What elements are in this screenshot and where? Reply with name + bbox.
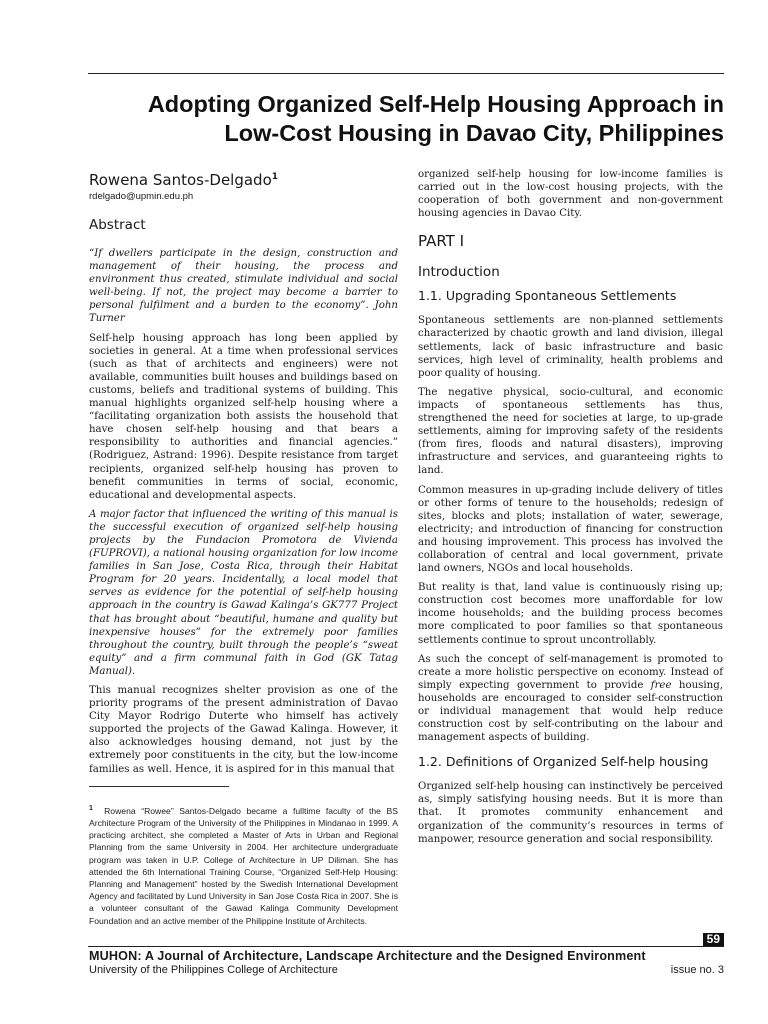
abstract-quote: “If dwellers participate in the design, construction and management of their housing, the process and environment thus created, stimulate individual and social well-being. If not, the project may become a barrier to personal fulfilment and a burden to the economy”. John Turner — [89, 248, 398, 325]
university-name: University of the Philippines College of Architecture — [89, 964, 338, 976]
journal-title: MUHON: A Journal of Architecture, Landscape Architecture and the Designed Environment — [89, 949, 646, 963]
introduction-heading: Introduction — [418, 264, 500, 281]
title-line-2: Low-Cost Housing in Davao City, Philippines — [224, 120, 724, 146]
abstract-paragraph-3: This manual recognizes shelter provision as one of the priority programs of the present administration of Davao City Mayor Rodrigo Duterte who himself has actively supported the projects of the Gawad Kalinga. However, it also acknowledges housing demand, not just by the extremely poor constituents in the city, but the low-income families as well. Hence, it is aspired for in this manual that — [89, 685, 398, 775]
author-name-text: Rowena Santos-Delgado — [89, 171, 272, 189]
header-rule — [88, 73, 724, 74]
author-email: rdelgado@upmin.edu.ph — [89, 191, 194, 202]
article-title — [104, 90, 724, 148]
page-number: 59 — [703, 933, 724, 946]
part-heading: PART I — [418, 232, 465, 251]
footnote-mark: 1 — [89, 805, 93, 812]
left-column — [89, 168, 398, 782]
footnote-text: Rowena “Rowee” Santos-Delgado became a fulltime faculty of the BS Architecture Program of the University of the Philippines in Mindanao in 1999. A practicing architect, she completed a Master of Arts in Urban and Regional Planning from the same University in 2004. Her architecture undergraduate program was taken in U.P. College of Architecture in UP Diliman. She has attended the 6th International Training Course, “Organized Self-Help Housing: Planning and Management” hosted by the Swedish International Development Agency and facilitated by Lund University in San Jose Costa Rica in 2007. She is a volunteer consultant of the Gawad Kalinga Community Development Foundation and an active member of the Philippine Institute of Architects. — [89, 805, 398, 926]
right-column — [418, 168, 723, 852]
footnote-rule — [89, 786, 229, 787]
section-1-1-heading: 1.1. Upgrading Spontaneous Settlements — [418, 288, 677, 304]
section-1-1-paragraph-2: The negative physical, socio-cultural, and economic impacts of spontaneous settlements has thus, strengthened the need for societies at large, to up-grade settlements, aiming for improving safety of the residents (from fires, floods and natural disasters), improving infrastructure and services, and guaranteeing rights to land. — [418, 386, 723, 477]
section-1-1-paragraph-4: But reality is that, land value is continuously rising up; construction cost becomes more unaffordable for low income households; and the building process becomes more complicated to poor families so that spontaneous settlements continue to sprout uncontrollably. — [418, 582, 723, 646]
author-name — [89, 168, 398, 189]
abstract-heading: Abstract — [89, 217, 146, 233]
title-line-1: Adopting Organized Self-Help Housing Approach in — [147, 91, 724, 117]
footer-rule — [88, 946, 724, 947]
abstract-paragraph-1: Self-help housing approach has long been applied by societies in general. At a time when professional services (such as that of architects and engineers) were not available, communities built houses and buildings based on customs, beliefs and traditional systems of building. This manual highlights organized self-help housing where a “facilitating organization both assists the household that have chosen self-help housing and that bears a responsibility to authorities and financial agencies.” (Rodriguez, Astrand: 1996). Despite resistance from target recipients, organized self-help housing has proven to benefit communities in terms of social, economic, educational and developmental aspects. — [89, 332, 398, 501]
section-1-1-paragraph-3: Common measures in up-grading include delivery of titles or other forms of tenure to the households; redesign of sites, blocks and plots; installation of water, sewerage, electricity; and introduction of financing for construction and housing improvement. This process has involved the collaboration of central and local government, private land owners, NGOs and local households. — [418, 484, 723, 575]
section-1-2-heading: 1.2. Definitions of Organized Self-help housing — [418, 754, 709, 770]
s1-p5-part-b: housing, households are encouraged to consider self-construction or individual management that would help reduce construction cost by self-contributing on the labour and management aspects of building. — [418, 679, 723, 744]
section-1-1-paragraph-1: Spontaneous settlements are non-planned settlements characterized by chaotic growth and land division, illegal settlements, lack of basic infrastructure and basic services, high level of criminality, health problems and poor quality of housing. — [418, 315, 723, 379]
s1-p5-part-a: As such the concept of self-management is promoted to create a more holistic perspective on economy. Instead of simply expecting government to provide — [418, 653, 723, 691]
abstract-continuation: organized self-help housing for low-income families is carried out in the low-cost housing projects, with the cooperation of both government and non-government housing agencies in Davao City. — [418, 169, 723, 220]
section-1-2-paragraph-1: Organized self-help housing can instinctively be perceived as, simply satisfying housing needs. But it is more than that. It promotes community enhancement and organization of the community’s resources in terms of manpower, resource generation and social responsibility. — [418, 781, 723, 845]
issue-number: issue no. 3 — [670, 964, 724, 976]
section-1-1-paragraph-5 — [418, 653, 723, 745]
abstract-paragraph-2: A major factor that influenced the writing of this manual is the successful execution of organized self-help housing projects by the Fundacion Promotora de Vivienda (FUPROVI), a national housing organization for low income families in San Jose, Costa Rica, through their Habitat Program for 20 years. Incidentally, a local model that serves as evidence for the potential of self-help housing approach in the country is Gawad Kalinga’s GK777 Project that has brought about “beautiful, humane and quality but inexpensive houses” for the extremely poor families throughout the country, built through the people’s “sweat equity” and a firm communal faith in God (GK Tatag Manual). — [89, 508, 398, 677]
s1-p5-italic-word: free — [650, 679, 672, 691]
author-footnote — [89, 803, 398, 927]
author-footnote-mark: 1 — [271, 172, 279, 182]
